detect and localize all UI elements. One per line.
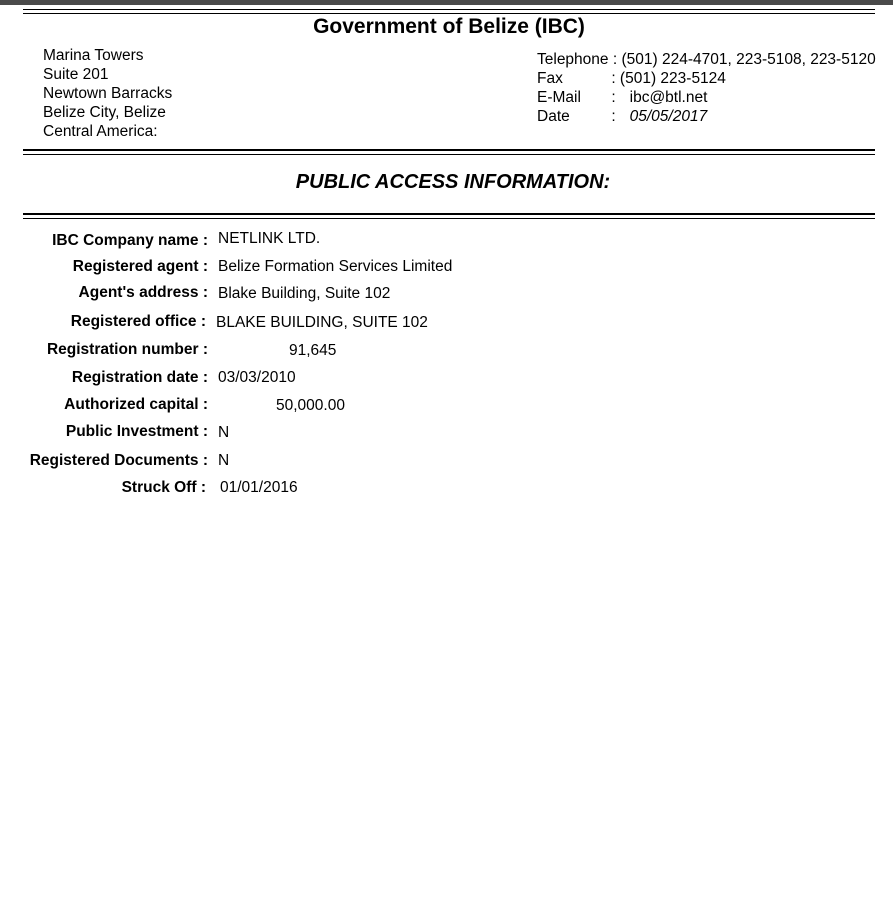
field-value-registered-office: BLAKE BUILDING, SUITE 102 (216, 314, 428, 331)
section-rule-2 (23, 154, 875, 155)
field-value-company-name: NETLINK LTD. (218, 230, 321, 247)
header-rule-top-2 (23, 13, 875, 14)
address-line: Belize City, Belize (43, 104, 166, 121)
field-value-struck-off: 01/01/2016 (220, 479, 298, 496)
field-label-public-investment: Public Investment : (65, 423, 208, 440)
email-row (537, 88, 876, 107)
address-block (43, 46, 172, 141)
fax-row (537, 69, 876, 88)
field-value-agent-address: Blake Building, Suite 102 (218, 285, 391, 302)
email-label: E-Mail (537, 89, 581, 106)
address-line: Central America: (43, 123, 158, 140)
document-title: Government of Belize (IBC) (313, 15, 585, 38)
field-label-agent-address: Agent's address : (78, 284, 208, 301)
date-label: Date (537, 108, 570, 125)
address-line: Suite 201 (43, 66, 109, 83)
field-label-registration-number: Registration number : (46, 341, 208, 358)
top-border (0, 0, 893, 5)
telephone-label: Telephone : (537, 51, 618, 68)
telephone-row (537, 50, 876, 69)
field-value-authorized-capital: 50,000.00 (276, 397, 345, 414)
section-title: PUBLIC ACCESS INFORMATION: (295, 171, 611, 193)
telephone-value: (501) 224-4701, 223-5108, 223-5120 (621, 51, 876, 68)
address-line: Newtown Barracks (43, 85, 173, 102)
fax-value: : (501) 223-5124 (611, 70, 726, 87)
address-line: Marina Towers (43, 47, 144, 64)
field-label-registered-office: Registered office : (70, 313, 206, 330)
section-rule-3 (23, 213, 875, 215)
date-value: 05/05/2017 (629, 108, 708, 125)
field-label-struck-off: Struck Off : (121, 479, 206, 496)
field-label-company-name: IBC Company name : (52, 232, 208, 249)
field-value-registration-date: 03/03/2010 (218, 369, 296, 386)
contact-block (537, 50, 876, 126)
field-value-registration-number: 91,645 (289, 342, 337, 359)
date-separator: : (611, 108, 616, 125)
fax-label: Fax (537, 70, 563, 87)
section-rule-1 (23, 149, 875, 151)
field-value-public-investment: N (218, 424, 230, 441)
email-value: ibc@btl.net (629, 89, 708, 106)
field-value-registered-agent: Belize Formation Services Limited (218, 258, 453, 275)
date-row (537, 107, 876, 126)
field-label-registered-documents: Registered Documents : (29, 452, 208, 469)
header-rule-top (23, 9, 875, 10)
email-separator: : (611, 89, 616, 106)
field-value-registered-documents: N (218, 452, 230, 469)
field-label-authorized-capital: Authorized capital : (64, 396, 208, 413)
field-label-registration-date: Registration date : (71, 369, 208, 386)
field-label-registered-agent: Registered agent : (72, 258, 208, 275)
section-rule-4 (23, 218, 875, 219)
